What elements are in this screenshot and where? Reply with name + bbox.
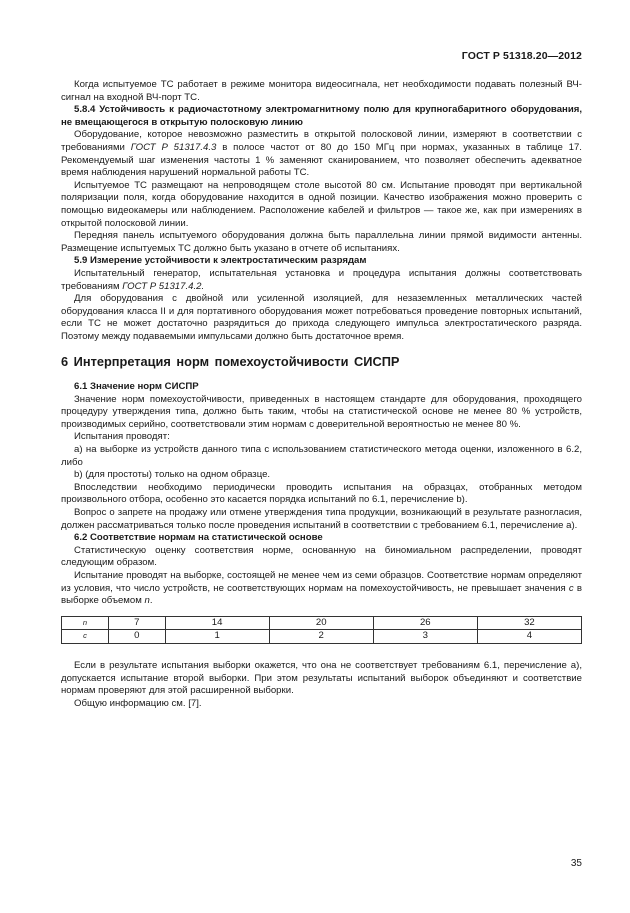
page-number: 35	[570, 858, 582, 869]
list-item: b) (для простоты) только на одном образце.	[74, 469, 271, 481]
table-cell: 0	[109, 630, 166, 644]
paragraph: Впоследствии необходимо периодически проводить испытания на образцах, отобранных методом произвольного отбора, особенно это касается порядка испытаний по 6.1, перечисление b).	[61, 481, 582, 506]
paragraph: Испытуемое ТС размещают на непроводящем столе высотой 80 см. Испытание проводят при вертикальной поляризации поля, когда оборудование находится в одной позиции. Качество изображения можно проверить с помощью видеокамеры или наблюдением. Расположение кабелей и фильтров — такое же, как при измерениях в открытой полосковой линии.	[61, 179, 582, 229]
standard-reference: ГОСТ Р 51317.4.3	[130, 141, 217, 153]
text-run: в полосе частот от 80 до 150 МГц при нормах, указанных в таблице 17. Рекомендуемый шаг изменения частоты 1 % заменяют сканированием, что позволяет обеспечить адекватное время наблюдения нарушений нормальной работы ТС.	[61, 141, 582, 179]
paragraph: Статистическую оценку соответствия норме, основанную на биномиальном распределении, проводят следующим образом.	[61, 544, 582, 569]
text-run: в выборке объемом	[61, 582, 582, 607]
variable-n: n	[144, 595, 150, 607]
table-row-c	[62, 630, 582, 644]
table-cell: 2	[269, 630, 373, 644]
paragraph	[61, 570, 582, 608]
variable-c: с	[568, 582, 574, 594]
table-cell: 26	[373, 616, 477, 630]
table-row-n	[62, 616, 582, 630]
table-cell: 14	[165, 616, 269, 630]
table-cell: 7	[109, 616, 166, 630]
table-cell: 20	[269, 616, 373, 630]
section-heading-5-8-4: 5.8.4 Устойчивость к радиочастотному электромагнитному полю для крупногабаритного оборудования, не вмещающегося в открытую полосковую линию	[61, 104, 582, 128]
table-cell: 32	[477, 616, 581, 630]
section-heading-6-2: 6.2 Соответствие нормам на статистической основе	[74, 532, 323, 544]
page-header: ГОСТ Р 51318.20—2012	[461, 50, 582, 62]
table-row-label: n	[62, 616, 109, 630]
table-cell: 3	[373, 630, 477, 644]
text-run: Оборудование, которое невозможно разместить в открытой полосковой линии, измеряют в соответствии с требованиями	[61, 129, 582, 153]
table-cell: 4	[477, 630, 581, 644]
paragraph	[61, 129, 582, 179]
table-cell: 1	[165, 630, 269, 644]
sample-size-table	[61, 616, 582, 644]
table-row-label: c	[62, 630, 109, 644]
paragraph: Испытания проводят:	[74, 431, 170, 443]
paragraph: Для оборудования с двойной или усиленной изоляцией, для незаземленных металлических частей оборудования класса II и для портативного оборудования может потребоваться проведение повторных испытаний, если ТС не может достаточно разрядиться до прихода следующего импульса электростатического разряда. Поэтому между подаваемыми импульсами должно быть достаточное время.	[61, 293, 582, 342]
paragraph: Общую информацию см. [7].	[74, 697, 202, 709]
standard-reference: ГОСТ Р 51317.4.2.	[122, 280, 205, 292]
text-run: Испытание проводят на выборке, состоящей не менее чем из семи образцов. Соответствие нормам определяют из условия, что число устройств, не соответствующих нормам на помехоустойчивость, не превышает значения	[61, 569, 582, 594]
paragraph: Передняя панель испытуемого оборудования должна быть параллельна линии прямой видимости антенны. Размещение испытуемых ТС должно быть указано в отчете об испытаниях.	[61, 230, 582, 254]
page-content	[61, 79, 582, 710]
paragraph	[61, 268, 582, 293]
section-heading-6-1: 6.1 Значение норм СИСПР	[74, 381, 199, 393]
paragraph: Если в результате испытания выборки окажется, что она не соответствует требованиям 6.1, перечисление а), допускается испытание второй выборки. При этом результаты испытаний выборок объединяют и соответствие нормам проверяют для этой расширенной выборки.	[61, 659, 582, 697]
paragraph: Вопрос о запрете на продажу или отмене утверждения типа продукции, возникающий в результате разногласия, должен рассматриваться только после проведения испытаний в соответствии с требованием 6.1, перечисление а).	[61, 507, 582, 531]
paragraph: Когда испытуемое ТС работает в режиме монитора видеосигнала, нет необходимости подавать полезный ВЧ-сигнал на входной ВЧ-порт ТС.	[61, 79, 582, 103]
section-heading-6: 6 Интерпретация норм помехоустойчивости СИСПР	[61, 354, 400, 370]
paragraph: Значение норм помехоустойчивости, приведенных в настоящем стандарте для оборудования, проходящего процедуру утверждения типа, должно быть таким, чтобы на статистической основе не менее 80 % устройств, производимых серийно, соответствовали этим нормам с доверительной вероятностью не менее 80 %.	[61, 393, 582, 430]
section-heading-5-9: 5.9 Измерение устойчивости к электростатическим разрядам	[74, 255, 367, 267]
text-run: .	[149, 595, 153, 607]
list-item: а) на выборке из устройств данного типа с использованием статистического метода оценки, изложенного в 6.2, либо	[61, 444, 582, 468]
text-run: Испытательный генератор, испытательная установка и процедура испытания должны соответствовать требованиям	[61, 267, 582, 292]
